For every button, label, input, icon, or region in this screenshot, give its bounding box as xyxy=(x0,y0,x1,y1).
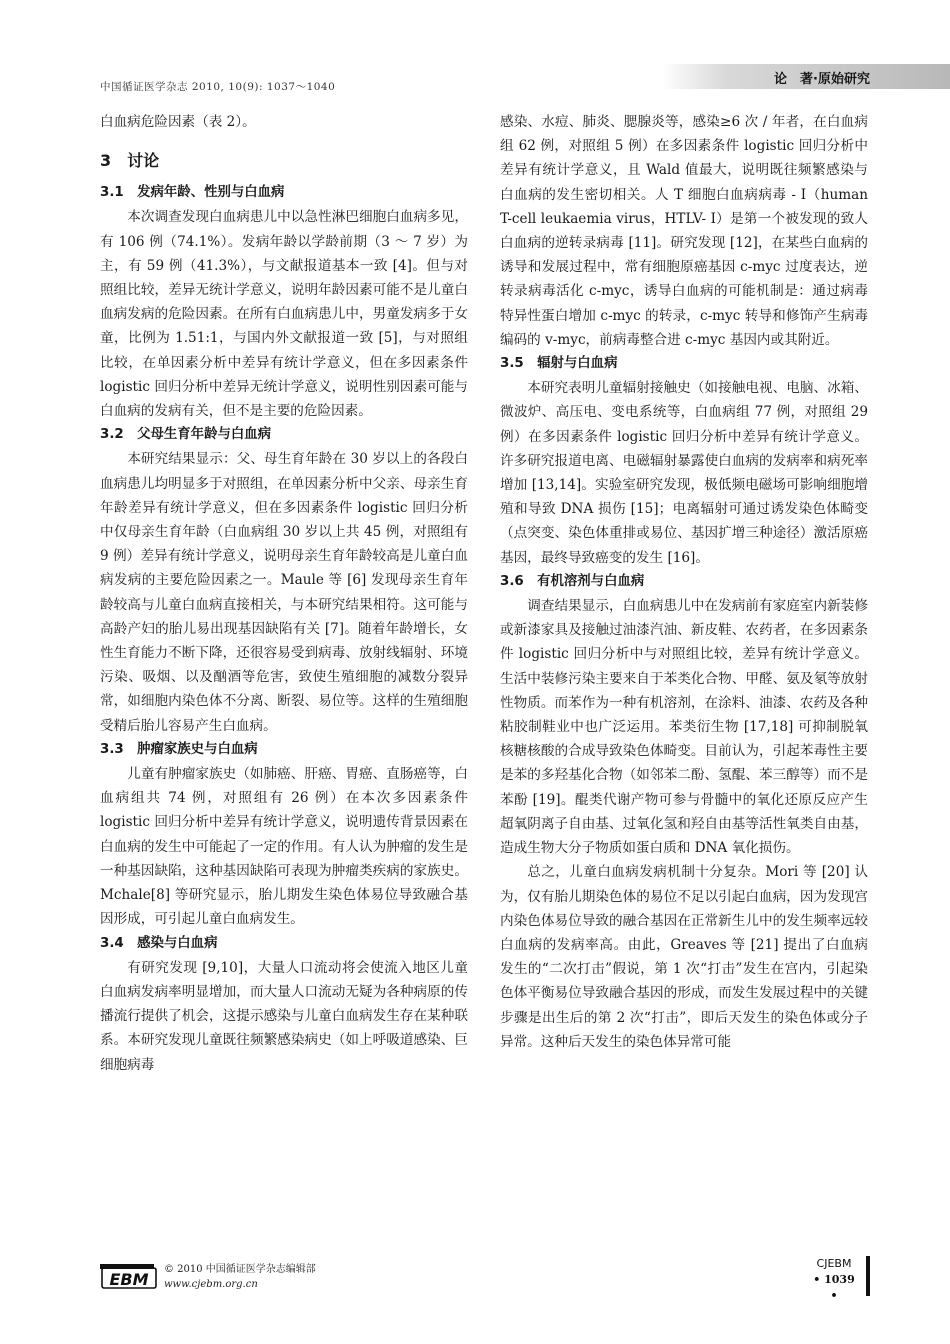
page-number: • 1039 • xyxy=(813,1273,855,1302)
journal-abbreviation: CJEBM xyxy=(816,1257,852,1270)
paragraph-3-5: 本研究表明儿童辐射接触史（如接触电视、电脑、冰箱、微波炉、高压电、变电系统等，白血病组 77 例，对照组 29 例）在多因素条件 logistic 回归分析中差异有统计学意义。许多研究报道电离、电磁辐射暴露使白血病的发病率和病死率增加 [13,14]。实验室研究发现，极低频电磁场可影响细胞增殖和导致 DNA 损伤 [15]；电离辐射可通过诱发染色体畸变（点突变、染色体重排或易位、基因扩增三种途径）激活原癌基因，最终导致癌变的发生 [16]。 xyxy=(500,380,868,566)
footer-copyright-block xyxy=(164,1262,316,1292)
section-label: 论 著·原始研究 xyxy=(774,72,870,87)
heading-3-2: 3.2 父母生育年龄与白血病 xyxy=(100,427,272,443)
ebm-logo-text: EBM xyxy=(109,1270,149,1289)
ebm-logo-icon xyxy=(100,1262,158,1292)
footer-url: www.cjebm.org.cn xyxy=(164,1279,258,1290)
folio xyxy=(808,1256,860,1304)
heading-3-6: 3.6 有机溶剂与白血病 xyxy=(500,573,645,589)
right-column xyxy=(500,110,868,1054)
heading-3-1: 3.1 发病年龄、性别与白血病 xyxy=(100,185,285,201)
heading-3-4: 3.4 感染与白血病 xyxy=(100,935,218,951)
paragraph-3-6: 调查结果显示，白血病患儿中在发病前有家庭室内新装修或新漆家具及接触过油漆汽油、新皮鞋、农药者，在多因素条件 logistic 回归分析中与对照组比较，差异有统计学意义。生活中装修污染主要来自于苯类化合物、甲醛、氨及氡等放射性物质。而苯作为一种有机溶剂，在涂料、油漆、农药及各种粘胶制鞋业中也广泛运用。苯类衍生物 [17,18] 可抑制脱氧核糖核酸的合成导致染色体畸变。目前认为，引起苯毒性主要是苯的多羟基化合物（如邻苯二酚、氢醌、苯三醇等）而不是苯酚 [19]。醌类代谢产物可参与骨髓中的氧化还原反应产生超氧阴离子自由基、过氧化氢和羟自由基等活性氧类自由基，造成生物大分子物质如蛋白质和 DNA 氧化损伤。 xyxy=(500,598,868,857)
paragraph-3-1: 本次调查发现白血病患儿中以急性淋巴细胞白血病多见，有 106 例（74.1%）。发病年龄以学龄前期（3 ～ 7 岁）为主，有 59 例（41.3%），与文献报道基本一致 [4]。但与对照组比较，差异无统计学意义，说明年龄因素可能不是儿童白血病发病的危险因素。在所有白血病患儿中，男童发病多于女童，比例为 1.51:1，与国内外文献报道一致 [5]，与对照组比较，在单因素分析中差异有统计学意义，但在多因素条件 logistic 回归分析中差异无统计学意义，说明性别因素可能与白血病的发病有关，但不是主要的危险因素。 xyxy=(100,209,468,420)
paragraph-3-4: 有研究发现 [9,10]，大量人口流动将会使流入地区儿童白血病发病率明显增加，而大量人口流动无疑为各种病原的传播流行提供了机会，这提示感染与儿童白血病发生存在某种联系。本研究发现儿童既往频繁感染病史（如上呼吸道感染、巨细胞病毒 xyxy=(100,959,468,1073)
paragraph-3-2: 本研究结果显示：父、母生育年龄在 30 岁以上的各段白血病患儿均明显多于对照组，在单因素分析中父亲、母亲生育年龄差异有统计学意义，但在多因素条件 logistic 回归分析中仅母亲生育年龄（白血病组 30 岁以上共 45 例，对照组有 9 例）差异有统计学意义，说明母亲生育年龄较高是儿童白血病发病的主要危险因素之一。Maule 等 [6] 发现母亲生育年龄较高与儿童白血病直接相关，与本研究结果相符。这可能与高龄产妇的胎儿易出现基因缺陷有关 [7]。随着年龄增长，女性生育能力不断下降，还很容易受到病毒、放射线辐射、环境污染、吸烟、以及酗酒等危害，致使生殖细胞的减数分裂异常，如细胞内染色体不分离、断裂、易位等。这样的生殖细胞受精后胎儿容易产生白血病。 xyxy=(100,451,468,734)
heading-3-5: 3.5 辐射与白血病 xyxy=(500,356,618,372)
running-head-citation: 中国循证医学杂志 2010, 10(9): 1037～1040 xyxy=(100,81,336,93)
section-tab xyxy=(662,64,950,89)
left-column xyxy=(100,110,468,1077)
folio-bar xyxy=(866,1256,870,1296)
footer-copyright: © 2010 中国循证医学杂志编辑部 xyxy=(164,1264,316,1275)
paragraph-conclusion: 总之，儿童白血病发病机制十分复杂。Mori 等 [20] 认为，仅有胎儿期染色体的易位不足以引起白血病，因为发现宫内染色体易位导致的融合基因在正常新生儿中的发生频率远较白血病的发病率高。由此，Greaves 等 [21] 提出了白血病发生的“二次打击”假说，第 1 次“打击”发生在宫内，引起染色体平衡易位导致融合基因的形成，而发生发展过程中的关键步骤是出生后的第 2 次“打击”，即后天发生的染色体或分子异常。这种后天发生的染色体异常可能 xyxy=(500,864,868,1050)
heading-3-3: 3.3 肿瘤家族史与白血病 xyxy=(100,741,258,757)
paragraph-3-3: 儿童有肿瘤家族史（如肺癌、肝癌、胃癌、直肠癌等，白血病组共 74 例，对照组有 26 例）在本次多因素条件 logistic 回归分析中差异有统计学意义，说明遗传背景因素在白血病的发生中可能起了一定的作用。有人认为肿瘤的发生是一种基因缺陷，这种基因缺陷可表现为肿瘤类疾病的家族史。Mchale[8] 等研究显示，胎儿期发生染色体易位导致融合基因形成，可引起儿童白血病发生。 xyxy=(100,766,468,928)
paragraph-table-ref: 白血病危险因素（表 2）。 xyxy=(100,114,256,130)
heading-discussion: 3 讨论 xyxy=(100,151,160,171)
paragraph-3-4-continued: 感染、水痘、肺炎、腮腺炎等，感染≥6 次 / 年者，在白血病组 62 例，对照组 5 例）在多因素条件 logistic 回归分析中差异有统计学意义，且 Wald 值最大，说明既往频繁感染与白血病的发生密切相关。人 T 细胞白血病病毒 - Ⅰ（human T-cell leukaemia virus，HTLV- Ⅰ）是第一个被发现的致人白血病的逆转录病毒 [11]。研究发现 [12]，在某些白血病的诱导和发展过程中，常有细胞原癌基因 c-myc 过度表达，逆转录病毒活化 c-myc，诱导白血病的可能机制是：通过病毒特异性蛋白增加 c-myc 的转录，c-myc 转导和修饰产生病毒编码的 v-myc，前病毒整合进 c-myc 基因内或其附近。 xyxy=(500,114,868,348)
